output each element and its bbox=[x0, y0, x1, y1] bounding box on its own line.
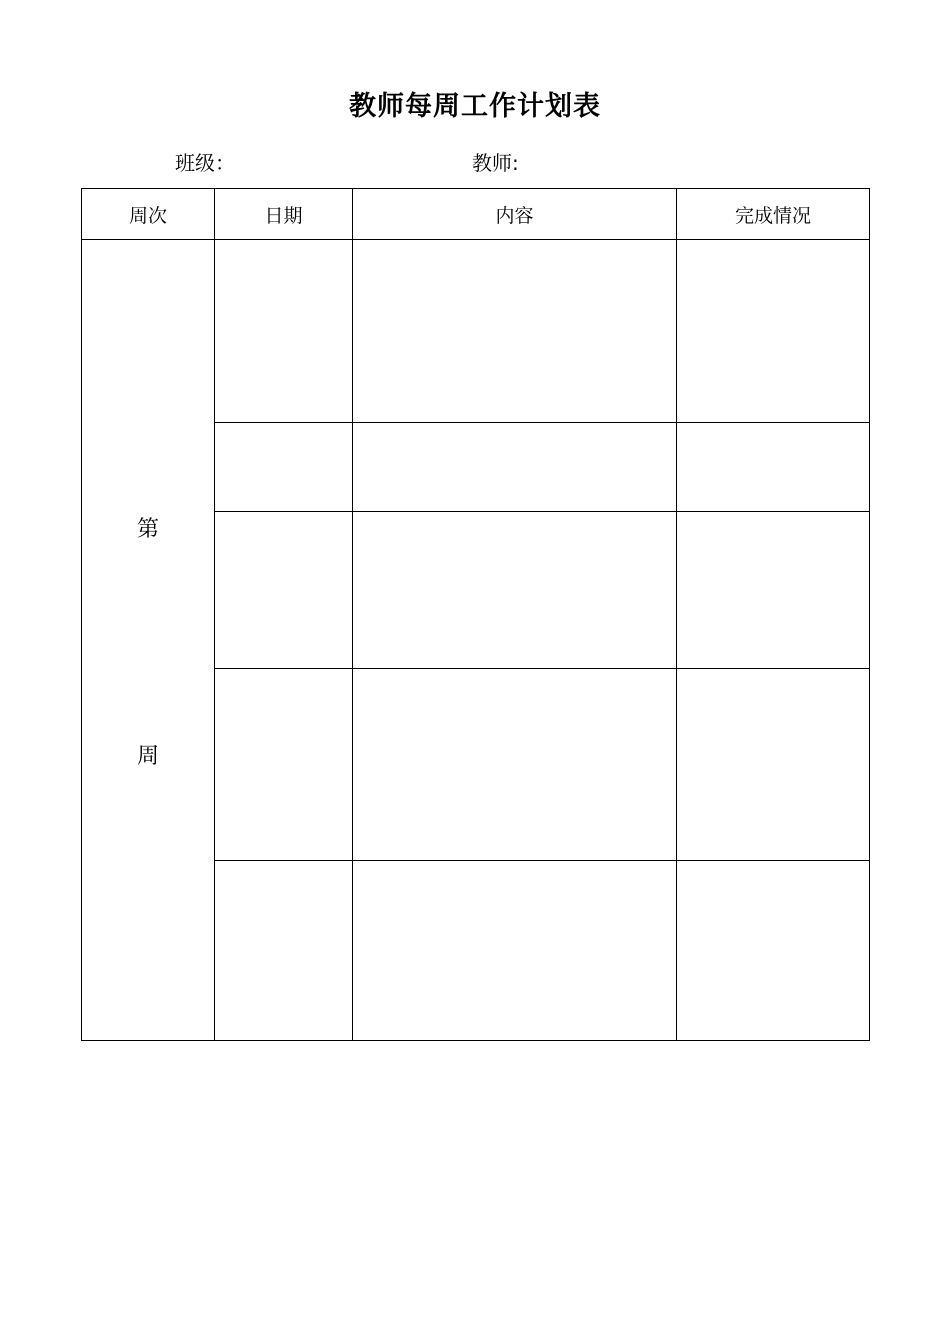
content-cell[interactable] bbox=[353, 423, 677, 512]
header-week: 周次 bbox=[82, 189, 215, 240]
content-cell[interactable] bbox=[353, 240, 677, 423]
completion-cell[interactable] bbox=[677, 669, 870, 861]
table-row bbox=[82, 240, 870, 423]
header-date: 日期 bbox=[215, 189, 353, 240]
completion-cell[interactable] bbox=[677, 512, 870, 669]
date-cell[interactable] bbox=[215, 512, 353, 669]
teacher-label: 教师: bbox=[472, 151, 519, 175]
document-title: 教师每周工作计划表 bbox=[349, 91, 601, 122]
content-cell[interactable] bbox=[353, 512, 677, 669]
date-cell[interactable] bbox=[215, 861, 353, 1041]
week-cell[interactable] bbox=[82, 240, 215, 1041]
week-char-top: 第 bbox=[136, 517, 159, 542]
completion-cell[interactable] bbox=[677, 861, 870, 1041]
week-char-bottom: 周 bbox=[136, 744, 159, 769]
content-cell[interactable] bbox=[353, 861, 677, 1041]
header-content: 内容 bbox=[353, 189, 677, 240]
completion-cell[interactable] bbox=[677, 240, 870, 423]
weekly-plan-table bbox=[81, 188, 870, 1041]
completion-cell[interactable] bbox=[677, 423, 870, 512]
header-completion: 完成情况 bbox=[677, 189, 870, 240]
date-cell[interactable] bbox=[215, 669, 353, 861]
date-cell[interactable] bbox=[215, 240, 353, 423]
class-label: 班级： bbox=[175, 151, 235, 175]
content-cell[interactable] bbox=[353, 669, 677, 861]
date-cell[interactable] bbox=[215, 423, 353, 512]
header-row bbox=[82, 189, 870, 240]
